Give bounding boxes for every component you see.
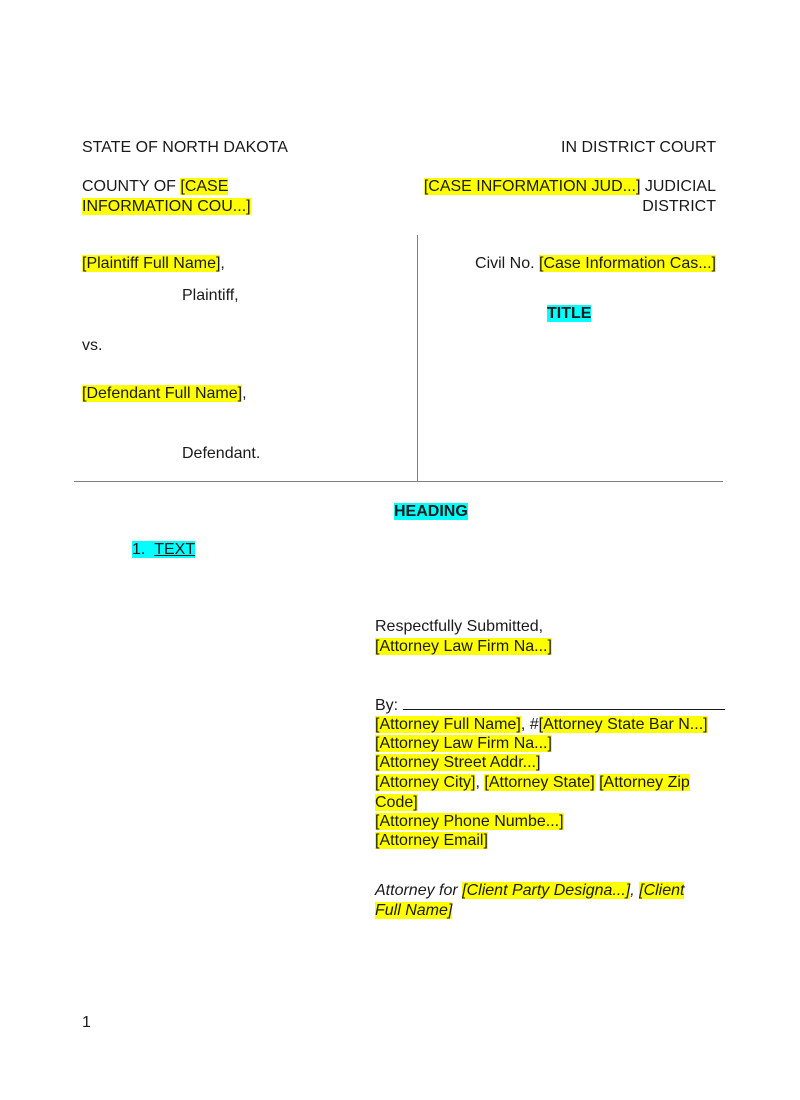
attorney-name-line	[375, 715, 708, 734]
county-field[interactable]: [CASE	[180, 178, 229, 195]
plaintiff-comma: ,	[220, 255, 225, 272]
phone-field[interactable]: [Attorney Phone Numbe...]	[375, 813, 564, 830]
versus-label: vs.	[82, 337, 103, 354]
county-field-continued[interactable]: INFORMATION COU...]	[82, 198, 251, 215]
document-title	[547, 304, 591, 323]
district-line-2: DISTRICT	[642, 198, 716, 215]
district-suffix: JUDICIAL	[640, 178, 716, 195]
firm-line	[375, 637, 552, 656]
list-gap	[145, 541, 154, 558]
plaintiff-line	[82, 254, 225, 273]
city-separator: ,	[475, 774, 485, 791]
state-field[interactable]: [Attorney State]	[484, 774, 595, 791]
street-line	[375, 753, 540, 772]
law-firm-field[interactable]: [Attorney Law Firm Na...]	[375, 638, 552, 655]
zip-field[interactable]: [Attorney Zip	[599, 774, 690, 791]
defendant-line	[82, 384, 247, 403]
city-state-zip-line	[375, 773, 690, 792]
list-item-text[interactable]: TEXT	[154, 541, 196, 558]
defendant-label: Defendant.	[182, 445, 261, 462]
attorney-for-line	[375, 881, 684, 900]
section-heading	[394, 502, 468, 521]
by-label: By:	[375, 697, 403, 714]
city-field[interactable]: [Attorney City]	[375, 774, 476, 791]
client-name-line-2	[375, 901, 452, 920]
bar-number-field[interactable]: [Attorney State Bar N...]	[538, 716, 708, 733]
civil-number-field[interactable]: [Case Information Cas...]	[539, 255, 716, 272]
bar-separator: , #	[520, 716, 539, 733]
law-firm-field-2[interactable]: [Attorney Law Firm Na...]	[375, 735, 552, 752]
client-name-field-continued[interactable]: Full Name]	[375, 902, 453, 919]
county-line-1	[82, 177, 228, 196]
street-address-field[interactable]: [Attorney Street Addr...]	[375, 754, 541, 771]
zip-line-2	[375, 793, 418, 812]
email-field[interactable]: [Attorney Email]	[375, 832, 488, 849]
numbered-list-item	[132, 540, 195, 559]
plaintiff-label: Plaintiff,	[182, 287, 239, 304]
page-number: 1	[82, 1014, 91, 1031]
email-line	[375, 831, 488, 850]
signature-by-line	[375, 695, 725, 715]
civil-number-line	[475, 254, 716, 273]
defendant-name-field[interactable]: [Defendant Full Name]	[82, 385, 243, 402]
closing-text: Respectfully Submitted,	[375, 618, 544, 635]
county-prefix: COUNTY OF	[82, 178, 181, 195]
document-title-text[interactable]: TITLE	[547, 305, 592, 322]
firm-line-2	[375, 734, 552, 753]
caption-horizontal-divider	[74, 481, 723, 482]
attorney-name-field[interactable]: [Attorney Full Name]	[375, 716, 521, 733]
signature-line[interactable]	[403, 695, 725, 710]
list-number: 1.	[132, 541, 146, 558]
plaintiff-name-field[interactable]: [Plaintiff Full Name]	[82, 255, 221, 272]
state-label: STATE OF NORTH DAKOTA	[82, 139, 288, 156]
section-heading-text[interactable]: HEADING	[394, 503, 468, 520]
attorney-for-label: Attorney for	[375, 882, 463, 899]
court-label: IN DISTRICT COURT	[561, 139, 716, 156]
phone-line	[375, 812, 564, 831]
district-line-1	[424, 177, 716, 196]
district-field[interactable]: [CASE INFORMATION JUD...]	[423, 178, 641, 195]
zip-field-continued[interactable]: Code]	[375, 794, 418, 811]
client-separator: ,	[630, 882, 640, 899]
civil-number-label: Civil No.	[475, 255, 540, 272]
county-line-2	[82, 197, 251, 216]
client-party-field[interactable]: [Client Party Designa...]	[462, 882, 631, 899]
caption-vertical-divider	[417, 235, 418, 482]
defendant-comma: ,	[242, 385, 247, 402]
client-name-field[interactable]: [Client	[639, 882, 685, 899]
